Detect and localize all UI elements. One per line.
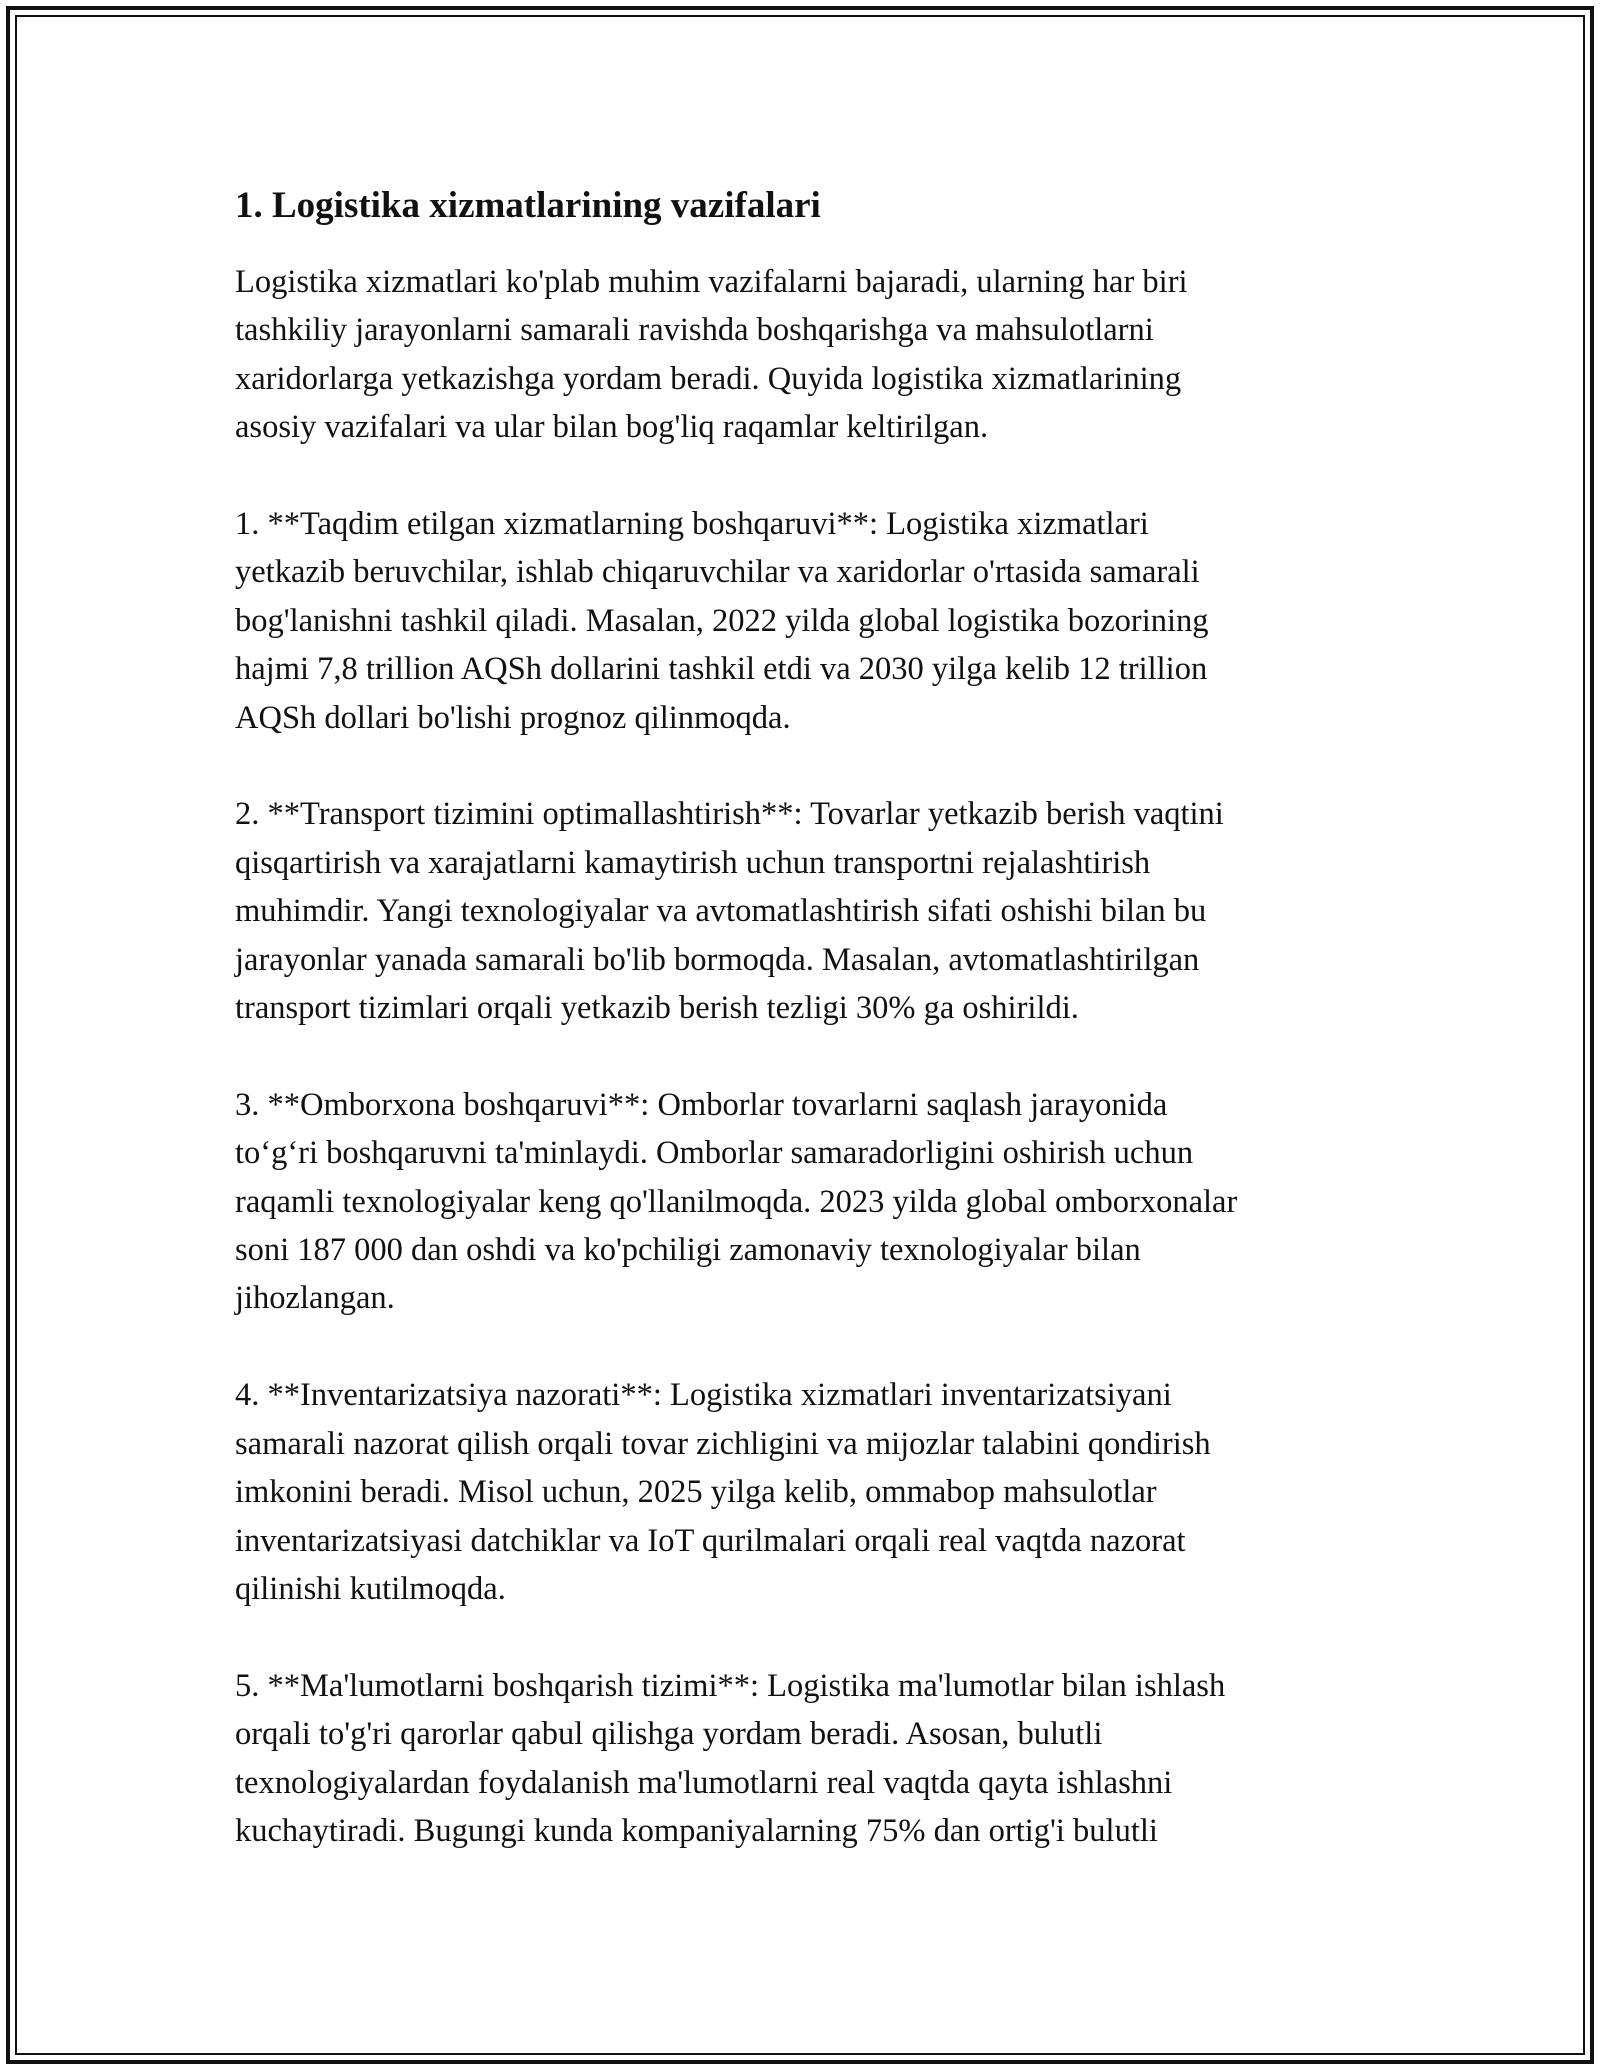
text-line: qisqartirish va xarajatlarni kamaytirish uchun transportni rejalashtirish: [235, 844, 1151, 881]
text-line: 1. **Taqdim etilgan xizmatlarning boshqaruvi**: Logistika xizmatlari: [235, 506, 1149, 543]
list-item-2: [235, 790, 1375, 1032]
text-line: 5. **Ma'lumotlarni boshqarish tizimi**: Logistika ma'lumotlar bilan ishlash: [235, 1667, 1226, 1704]
text-line: AQSh dollari bo'lishi prognoz qilinmoqda.: [235, 699, 791, 736]
text-line: 2. **Transport tizimini optimallashtirish**: Tovarlar yetkazib berish vaqtini: [235, 796, 1224, 833]
text-line: samarali nazorat qilish orqali tovar zichligini va mijozlar talabini qondirish: [235, 1425, 1211, 1462]
text-line: hajmi 7,8 trillion AQSh dollarini tashkil etdi va 2030 yilga kelib 12 trillion: [235, 651, 1208, 688]
text-line: asosiy vazifalari va ular bilan bog'liq raqamlar keltirilgan.: [235, 409, 989, 446]
section-title: 1. Logistika xizmatlarining vazifalari: [235, 185, 821, 226]
text-line: transport tizimlari orqali yetkazib berish tezligi 30% ga oshirildi.: [235, 990, 1079, 1027]
list-item-1: [235, 500, 1375, 742]
text-line: raqamli texnologiyalar keng qo'llanilmoqda. 2023 yilda global omborxonalar: [235, 1183, 1238, 1220]
text-line: Logistika xizmatlari ko'plab muhim vazifalarni bajaradi, ularning har biri: [235, 264, 1188, 300]
text-line: to‘g‘ri boshqaruvni ta'minlaydi. Omborlar samaradorligini oshirish uchun: [235, 1135, 1194, 1172]
text-line: orqali to'g'ri qarorlar qabul qilishga yordam beradi. Asosan, bulutli: [235, 1716, 1103, 1753]
text-line: 3. **Omborxona boshqaruvi**: Omborlar tovarlarni saqlash jarayonida: [235, 1086, 1168, 1123]
text-line: soni 187 000 dan oshdi va ko'pchiligi zamonaviy texnologiyalar bilan: [235, 1232, 1141, 1269]
text-line: jarayonlar yanada samarali bo'lib bormoqda. Masalan, avtomatlashtirilgan: [235, 941, 1200, 978]
text-line: 4. **Inventarizatsiya nazorati**: Logistika xizmatlari inventarizatsiyani: [235, 1377, 1172, 1414]
text-line: muhimdir. Yangi texnologiyalar va avtomatlashtirish sifati oshishi bilan bu: [235, 893, 1207, 930]
text-line: texnologiyalardan foydalanish ma'lumotlarni real vaqtda qayta ishlashni: [235, 1764, 1173, 1801]
intro-paragraph: [235, 258, 1375, 452]
list-item-3: [235, 1081, 1375, 1323]
text-line: qilinishi kutilmoqda.: [235, 1570, 506, 1607]
list-item-4: [235, 1371, 1375, 1613]
text-line: kuchaytiradi. Bugungi kunda kompaniyalarning 75% dan ortig'i bulutli: [235, 1812, 1158, 1849]
text-line: tashkiliy jarayonlarni samarali ravishda boshqarishga va mahsulotlarni: [235, 312, 1154, 349]
list-item-5: [235, 1662, 1375, 1856]
text-line: imkonini beradi. Misol uchun, 2025 yilga kelib, ommabop mahsulotlar: [235, 1474, 1157, 1511]
document-body: [235, 182, 1375, 1855]
text-line: jihozlangan.: [235, 1280, 395, 1317]
text-line: xaridorlarga yetkazishga yordam beradi. Quyida logistika xizmatlarining: [235, 360, 1182, 397]
text-line: inventarizatsiyasi datchiklar va IoT qurilmalari orqali real vaqtda nazorat: [235, 1522, 1186, 1559]
text-line: yetkazib beruvchilar, ishlab chiqaruvchilar va xaridorlar o'rtasida samarali: [235, 554, 1200, 591]
text-line: bog'lanishni tashkil qiladi. Masalan, 2022 yilda global logistika bozorining: [235, 602, 1209, 639]
